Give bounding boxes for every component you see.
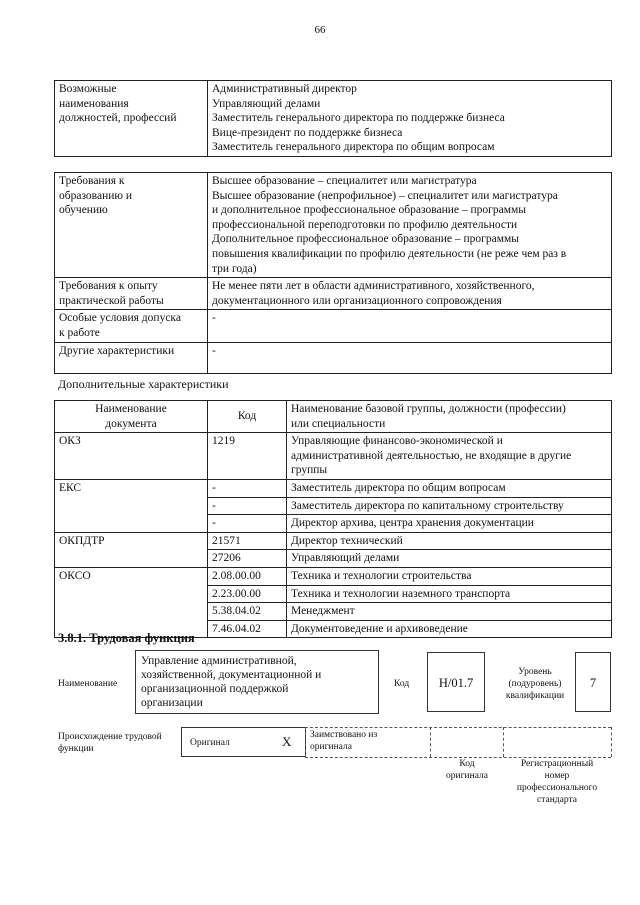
code-original-divider [430, 727, 431, 757]
borrowed-divider [305, 727, 306, 757]
code-original-label: Код оригинала [446, 759, 488, 781]
code-cell: 27206 [208, 550, 287, 568]
code-cell: - [208, 515, 287, 533]
name-cell: Техника и технологии наземного транспорта [287, 585, 612, 603]
borrowed-top-rule [305, 727, 611, 728]
header-row [55, 401, 612, 433]
name-cell: Директор архива, центра хранения документации [287, 515, 612, 533]
header-code: Код [208, 401, 287, 433]
original-label: Оригинал [190, 738, 230, 748]
education-label: Требования к образованию и обучению [55, 173, 208, 278]
additional-table [54, 400, 612, 638]
positions-table [54, 80, 612, 157]
reg-number-label: Регистрационный номер профессионального стандарта [516, 759, 598, 805]
reg-number-divider [503, 727, 504, 757]
borrowed-label: Заимствовано из оригинала [310, 730, 378, 752]
name-cell: Техника и технологии строительства [287, 567, 612, 585]
code-cell: 5.38.04.02 [208, 603, 287, 621]
experience-value: Не менее пяти лет в области административного, хозяйственного, документационного или организационного сопровождения [208, 278, 612, 310]
name-cell: Управляющие финансово-экономической и административной деятельностью, не входящие в другие группы [287, 433, 612, 480]
name-label: Наименование [58, 679, 118, 689]
additional-title: Дополнительные характеристики [58, 377, 229, 391]
name-cell: Документоведение и архивоведение [287, 620, 612, 638]
education-value: Высшее образование – специалитет или магистратура Высшее образование (непрофильное) – специалитет или магистратура и дополнительное профессиональное образование – программы профессиональной переподготовки по профилю деятельности Дополнительное профессиональное образование – программы повышения квалификации по профилю деятельности (не реже чем раз в три года) [208, 173, 612, 278]
positions-label: Возможные наименования должностей, профессий [55, 81, 208, 157]
header-name: Наименование базовой группы, должности (профессии) или специальности [287, 401, 612, 433]
code-cell: 7.46.04.02 [208, 620, 287, 638]
table-row [55, 479, 612, 497]
education-row [55, 173, 612, 278]
doc-cell: ОКПДТР [55, 532, 208, 567]
name-cell: Управляющий делами [287, 550, 612, 568]
table-row [55, 532, 612, 550]
special-conditions-label: Особые условия допуска к работе [55, 310, 208, 342]
other-characteristics-label: Другие характеристики [55, 342, 208, 373]
origin-box [181, 727, 306, 757]
code-cell: 2.23.00.00 [208, 585, 287, 603]
code-cell: 21571 [208, 532, 287, 550]
code-value-box: Н/01.7 [427, 652, 485, 712]
experience-label: Требования к опыту практической работы [55, 278, 208, 310]
level-value-box: 7 [575, 652, 611, 712]
name-cell: Заместитель директора по общим вопросам [287, 479, 612, 497]
special-conditions-row [55, 310, 612, 342]
doc-cell: ЕКС [55, 479, 208, 532]
other-characteristics-row [55, 342, 612, 373]
code-label: Код [394, 679, 410, 689]
positions-values: Административный директор Управляющий делами Заместитель генерального директора по поддержке бизнеса Вице-президент по поддержке бизнеса Заместитель генерального директора по общим вопросам [208, 81, 612, 157]
code-cell: - [208, 479, 287, 497]
special-conditions-value: - [208, 310, 612, 342]
doc-cell: ОКСО [55, 567, 208, 637]
original-mark: X [282, 734, 292, 749]
name-cell: Менеджмент [287, 603, 612, 621]
table-row [55, 567, 612, 585]
doc-cell: ОКЗ [55, 433, 208, 480]
code-cell: - [208, 497, 287, 515]
name-cell: Заместитель директора по капитальному строительству [287, 497, 612, 515]
origin-label: Происхождение трудовой функции [58, 732, 162, 754]
code-cell: 1219 [208, 433, 287, 480]
code-cell: 2.08.00.00 [208, 567, 287, 585]
right-divider [611, 727, 612, 757]
function-name-box: Управление административной, хозяйственной, документационной и организационной поддержкой организации [135, 650, 379, 714]
experience-row [55, 278, 612, 310]
requirements-table [54, 172, 612, 374]
page-number: 66 [314, 24, 326, 36]
section-title: 3.8.1. Трудовая функция [58, 631, 195, 645]
header-doc: Наименование документа [55, 401, 208, 433]
level-label: Уровень (подуровень) квалификации [505, 667, 565, 701]
other-characteristics-value: - [208, 342, 612, 373]
table-row [55, 433, 612, 480]
name-cell: Директор технический [287, 532, 612, 550]
